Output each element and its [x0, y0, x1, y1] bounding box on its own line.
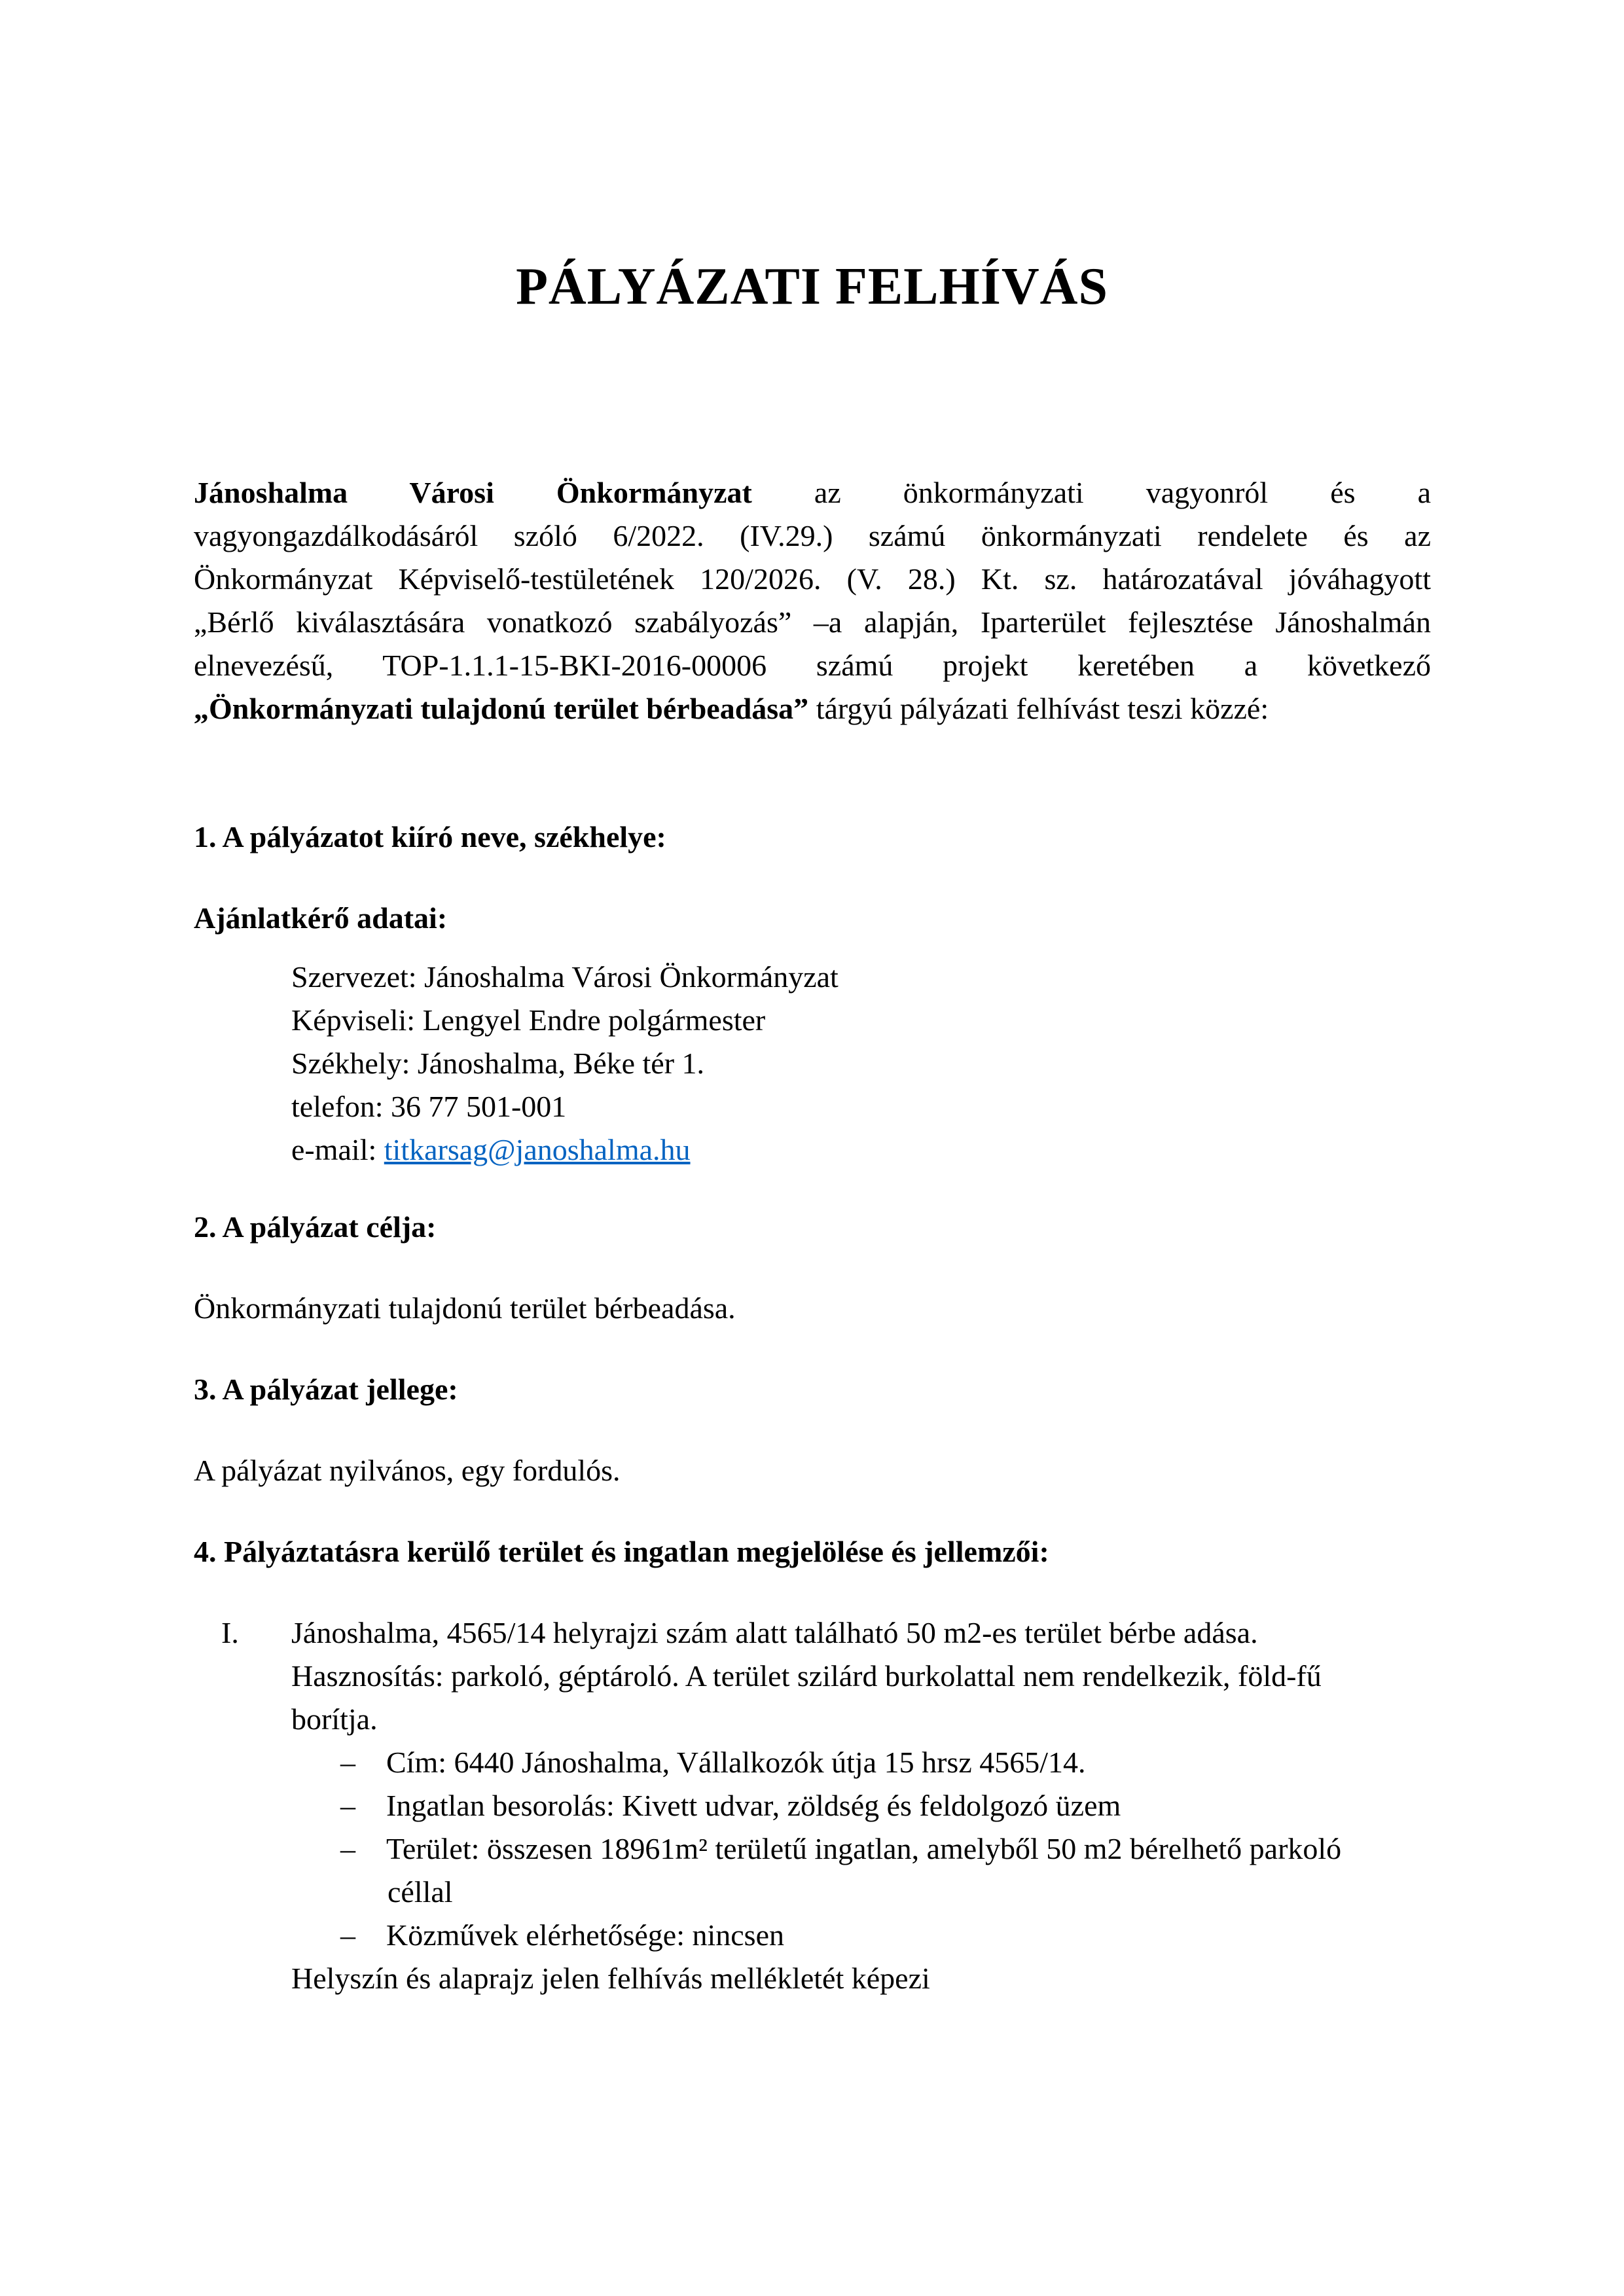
section-2-heading: 2. A pályázat célja:	[194, 1210, 437, 1244]
item-line-2: Hasznosítás: parkoló, géptároló. A terület szilárd burkolattal nem rendelkezik, föld-fű	[291, 1659, 1322, 1693]
org-line: Szervezet: Jánoshalma Városi Önkormányzat	[291, 960, 839, 994]
bullet-text: Terület: összesen 18961m² területű ingatlan, amelyből 50 m2 bérelhető parkoló	[386, 1832, 1342, 1865]
email-link[interactable]: titkarsag@janoshalma.hu	[384, 1133, 691, 1166]
bullet-text: Közművek elérhetősége: nincsen	[386, 1918, 784, 1952]
intro-line-6-rest: tárgyú pályázati felhívást teszi közzé:	[808, 692, 1269, 725]
dash-marker: –	[340, 1918, 355, 1952]
email-label: e-mail:	[291, 1133, 384, 1166]
intro-paragraph	[194, 471, 1431, 730]
dash-marker: –	[340, 1789, 355, 1822]
intro-line-4: „Bérlő kiválasztására vonatkozó szabályozás” –a alapján, Iparterület fejlesztése Jánoshalmán	[194, 605, 1431, 639]
intro-line-1	[194, 471, 1431, 514]
item-description	[291, 1611, 1443, 1741]
dash-marker: –	[340, 1746, 355, 1779]
attachment-note: Helyszín és alaprajz jelen felhívás mellékletét képezi	[291, 1962, 930, 1995]
email-line	[291, 1128, 839, 1172]
contact-details	[291, 956, 839, 1172]
section-4-heading: 4. Pályáztatásra kerülő terület és ingatlan megjelölése és jellemzői:	[194, 1535, 1049, 1568]
item-line-1: Jánoshalma, 4565/14 helyrajzi szám alatt található 50 m2-es terület bérbe adása.	[291, 1616, 1258, 1649]
intro-line-3: Önkormányzat Képviselő-testületének 120/2026. (V. 28.) Kt. sz. határozatával jóváhagyott	[194, 562, 1431, 596]
intro-line-5: elnevezésű, TOP-1.1.1-15-BKI-2016-00006 számú projekt keretében a következő	[194, 649, 1431, 682]
dash-marker: –	[340, 1832, 355, 1865]
bullet-area-continuation: céllal	[388, 1875, 453, 1909]
issuer-name: Jánoshalma Városi Önkormányzat	[194, 476, 752, 509]
item-line-3: borítja.	[291, 1702, 378, 1736]
section-1-heading: 1. A pályázatot kiíró neve, székhelye:	[194, 820, 666, 853]
seat-line: Székhely: Jánoshalma, Béke tér 1.	[291, 1047, 705, 1080]
phone-line: telefon: 36 77 501-001	[291, 1090, 567, 1123]
section-3-text: A pályázat nyilvános, egy fordulós.	[194, 1454, 621, 1487]
bullet-text: Cím: 6440 Jánoshalma, Vállalkozók útja 15 hrsz 4565/14.	[386, 1746, 1086, 1779]
bullet-utilities	[340, 1914, 784, 1957]
document-title: PÁLYÁZATI FELHÍVÁS	[516, 258, 1108, 315]
bullet-area	[340, 1827, 1341, 1871]
intro-line-2: vagyongazdálkodásáról szóló 6/2022. (IV.29.) számú önkormányzati rendelete és az	[194, 519, 1431, 552]
bullet-classification	[340, 1784, 1121, 1827]
intro-line-1-rest: az önkormányzati vagyonról és a	[814, 476, 1431, 509]
bullet-address	[340, 1741, 1086, 1784]
subject-title: „Önkormányzati tulajdonú terület bérbeadása”	[194, 692, 809, 725]
bullet-text: Ingatlan besorolás: Kivett udvar, zöldség és feldolgozó üzem	[386, 1789, 1121, 1822]
section-1-subheading: Ajánlatkérő adatai:	[194, 901, 448, 935]
rep-line: Képviseli: Lengyel Endre polgármester	[291, 1003, 766, 1037]
item-numeral: I.	[221, 1616, 239, 1649]
section-2-text: Önkormányzati tulajdonú terület bérbeadása.	[194, 1291, 736, 1325]
section-3-heading: 3. A pályázat jellege:	[194, 1372, 458, 1406]
intro-line-6	[194, 687, 1431, 730]
